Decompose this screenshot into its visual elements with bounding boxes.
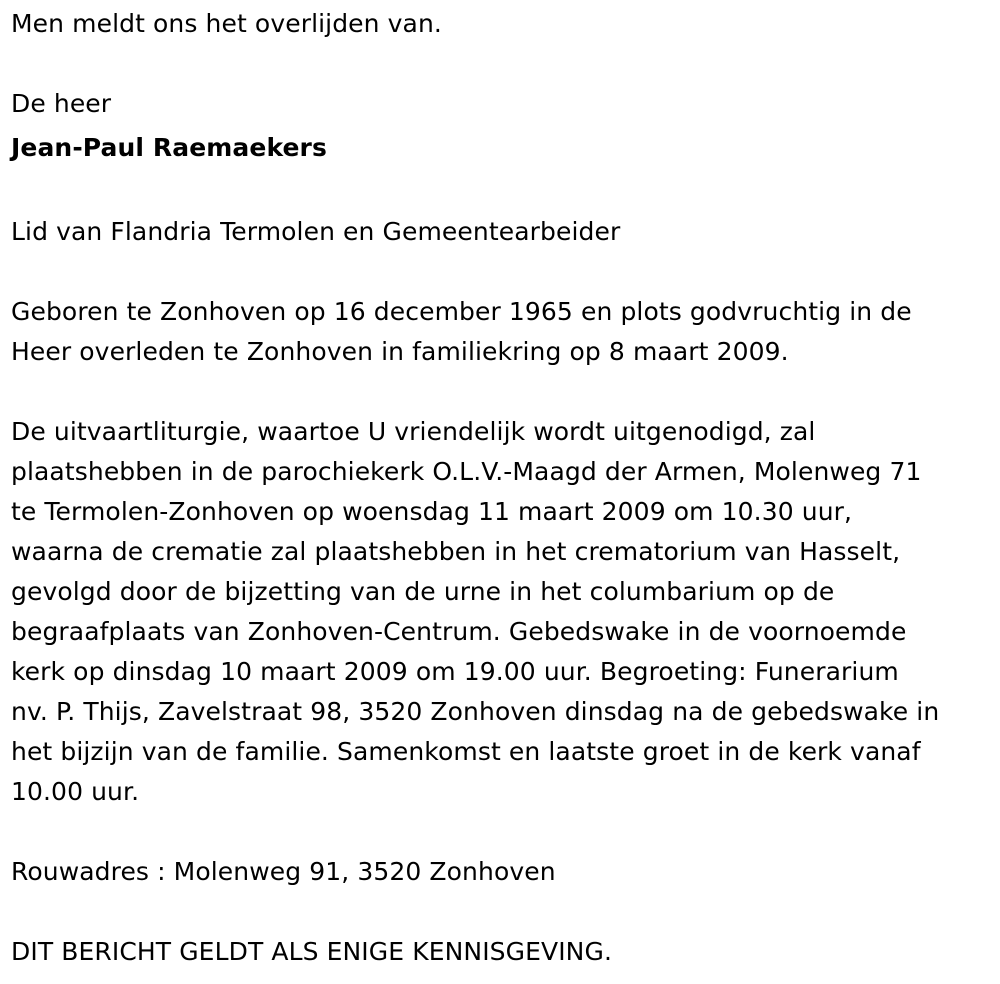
spacer: [11, 892, 1000, 932]
funeral-line: nv. P. Thijs, Zavelstraat 98, 3520 Zonhoven dinsdag na de gebedswake in: [11, 697, 940, 726]
funeral-line: plaatshebben in de parochiekerk O.L.V.-Maagd der Armen, Molenweg 71: [11, 457, 922, 486]
membership-text: Lid van Flandria Termolen en Gemeentearbeider: [11, 217, 621, 246]
intro-text: Men meldt ons het overlijden van.: [11, 9, 442, 38]
spacer: [11, 172, 1000, 212]
closing-statement: DIT BERICHT GELDT ALS ENIGE KENNISGEVING.: [11, 937, 612, 966]
funeral-line: te Termolen-Zonhoven op woensdag 11 maart 2009 om 10.30 uur,: [11, 497, 853, 526]
birth-paragraph: [11, 292, 1000, 372]
funeral-line: gevolgd door de bijzetting van de urne in het columbarium op de: [11, 577, 835, 606]
birth-line: Geboren te Zonhoven op 16 december 1965 en plots godvruchtig in de: [11, 297, 912, 326]
mourning-address: Rouwadres : Molenweg 91, 3520 Zonhoven: [11, 857, 556, 886]
spacer: [11, 372, 1000, 412]
funeral-line: het bijzijn van de familie. Samenkomst en laatste groet in de kerk vanaf: [11, 737, 921, 766]
funeral-paragraph: [11, 412, 1000, 812]
funeral-line: De uitvaartliturgie, waartoe U vriendelijk wordt uitgenodigd, zal: [11, 417, 816, 446]
funeral-line: kerk op dinsdag 10 maart 2009 om 19.00 uur. Begroeting: Funerarium: [11, 657, 899, 686]
deceased-name: Jean-Paul Raemaekers: [11, 133, 327, 162]
funeral-line: begraafplaats van Zonhoven-Centrum. Gebedswake in de voornoemde: [11, 617, 907, 646]
birth-line: Heer overleden te Zonhoven in familiekring op 8 maart 2009.: [11, 337, 789, 366]
funeral-line: waarna de crematie zal plaatshebben in het crematorium van Hasselt,: [11, 537, 901, 566]
spacer: [11, 44, 1000, 84]
spacer: [11, 812, 1000, 852]
honorific: De heer: [11, 89, 112, 118]
spacer: [11, 252, 1000, 292]
funeral-line: 10.00 uur.: [11, 777, 140, 806]
